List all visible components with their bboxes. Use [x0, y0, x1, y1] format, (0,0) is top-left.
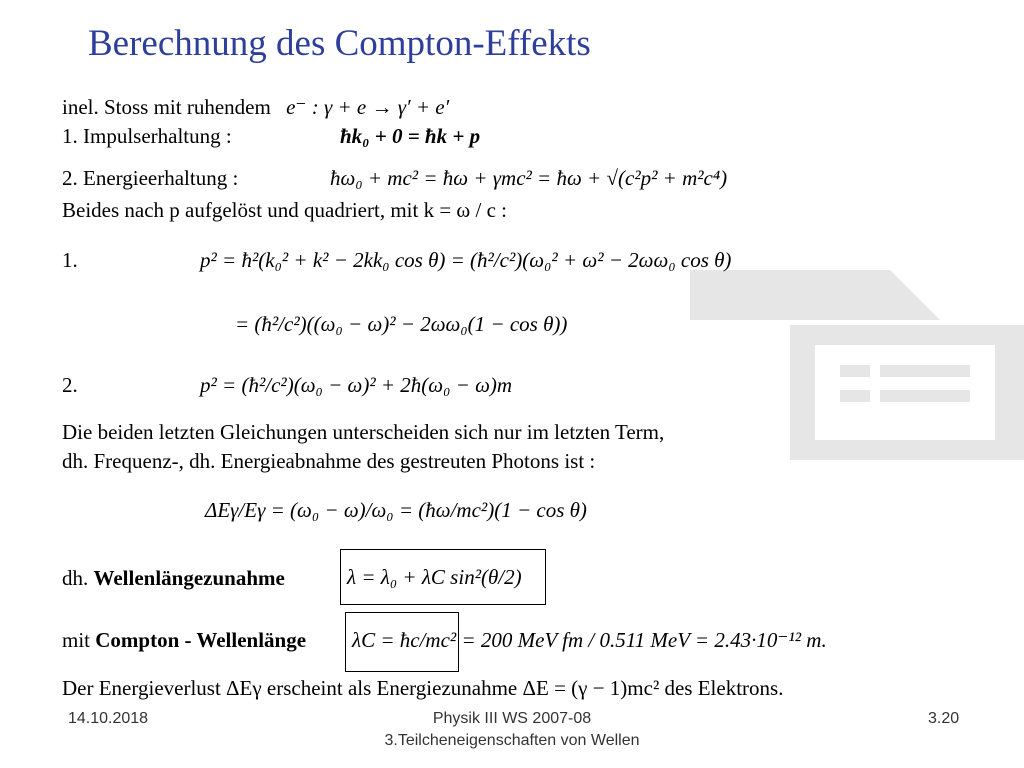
watermark-document-icon [690, 270, 1024, 460]
eq1-line2: = (ħ²/c²)((ω₀ − ω)² − 2ωω₀(1 − cos θ)) [235, 312, 568, 336]
energie-formula: ħω₀ + mc² = ħω + γmc² = ħω + √(c²p² + m²c⁴) [330, 166, 728, 190]
impuls-formula: ħk₀ + 0 = ħk + p [340, 124, 481, 148]
compton-line [62, 628, 306, 653]
wave-bold: Wellenlängezunahme [93, 566, 285, 590]
inel-formula: e⁻ : γ + e → γ′ + e′ [286, 95, 450, 119]
footer-course: Physik III WS 2007-08 [432, 710, 592, 727]
compton-bold: Compton - Wellenlänge [95, 628, 307, 652]
wave-formula-box: λ = λ₀ + λC sin²(θ/2) [340, 549, 546, 605]
eq2-label: 2. [62, 373, 78, 397]
compton-formula: λC = ħc/mc² = 200 MeV fm / 0.511 MeV = 2.43·10⁻¹² m. [352, 628, 827, 652]
compton-prefix: mit [62, 628, 91, 652]
footer-chapter: 3.Teilcheneigenschaften von Wellen [384, 732, 640, 749]
wave-line [62, 566, 285, 591]
energy-loss-formula: ΔEγ/Eγ = (ω₀ − ω)/ω₀ = (ħω/mc²)(1 − cos θ) [205, 498, 587, 522]
footer-page: 3.20 [928, 710, 960, 727]
eq1-line1: p² = ħ²(k₀² + k² − 2kk₀ cos θ) = (ħ²/c²)(ω₀² + ω² − 2ωω₀ cos θ) [200, 248, 732, 272]
slide-title: Berechnung des Compton-Effekts [88, 23, 591, 64]
diff-text-2: dh. Frequenz-, dh. Energieabnahme des gestreuten Photons ist : [62, 449, 596, 473]
diff-text-1: Die beiden letzten Gleichungen unterscheiden sich nur im letzten Term, [62, 420, 665, 444]
eq1-label: 1. [62, 248, 78, 272]
eq2-line: p² = (ħ²/c²)(ω₀ − ω)² + 2ħ(ω₀ − ω)m [200, 373, 513, 397]
impuls-label: 1. Impulserhaltung : [62, 124, 232, 148]
beides-text: Beides nach p aufgelöst und quadriert, mit k = ω / c : [62, 198, 507, 222]
footer-date: 14.10.2018 [68, 710, 149, 727]
inel-text: inel. Stoss mit ruhendem [62, 95, 271, 119]
last-line: Der Energieverlust ΔEγ erscheint als Energiezunahme ΔE = (γ − 1)mc² des Elektrons. [62, 676, 784, 700]
inel-line [62, 95, 449, 120]
energie-label: 2. Energieerhaltung : [62, 166, 239, 190]
wave-prefix: dh. [62, 566, 89, 590]
